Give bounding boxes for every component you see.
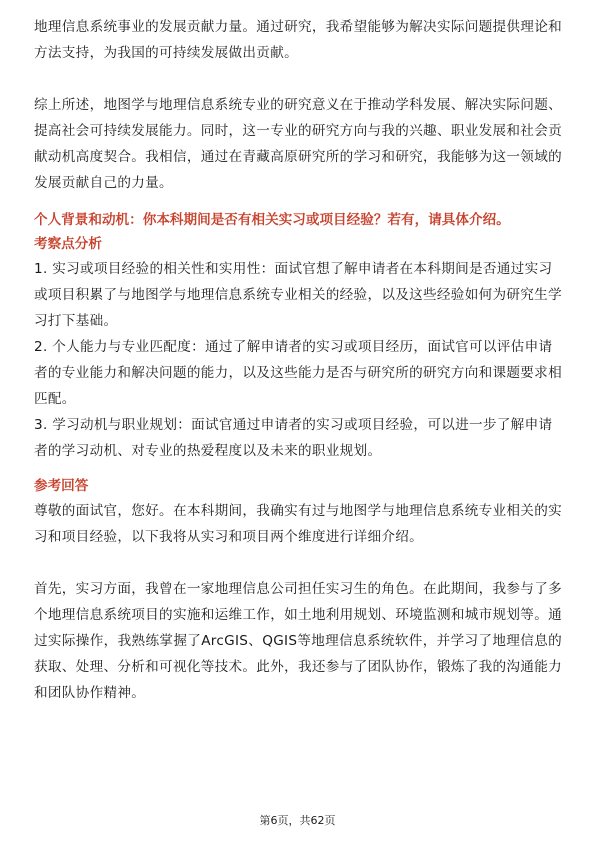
analysis-heading: 考察点分析 xyxy=(34,236,102,252)
answer-paragraph-1: 尊敬的面试官，您好。在本科期间，我确实有过与地图学与地理信息系统专业相关的实习和项目经验，以下我将从实习和项目两个维度进行详细介绍。 xyxy=(34,503,562,545)
analysis-point-1: 1. 实习或项目经验的相关性和实用性：面试官想了解申请者在本科期间是否通过实习或项目积累了与地图学与地理信息系统专业相关的经验，以及这些经验如何为研究生学习打下基础。 xyxy=(34,261,562,329)
page-number-footer: 第6页，共62页 xyxy=(259,814,336,827)
document-page xyxy=(34,14,562,706)
reference-answer-heading: 参考回答 xyxy=(34,478,89,494)
interview-question: 个人背景和动机：你本科期间是否有相关实习或项目经验？若有，请具体介绍。 xyxy=(34,212,510,228)
answer-paragraph-2: 首先，实习方面，我曾在一家地理信息公司担任实习生的角色。在此期间，我参与了多个地理信息系统项目的实施和运维工作，如土地利用规划、环境监测和城市规划等。通过实际操作，我熟练掌握了ArcGIS、QGIS等地理信息系统软件，并学习了地理信息的获取、处理、分析和可视化等技术。此外，我还参与了团队协作，锻炼了我的沟通能力和团队协作精神。 xyxy=(34,581,562,701)
spacer xyxy=(34,464,562,474)
paragraph-summary: 综上所述，地图学与地理信息系统专业的研究意义在于推动学科发展、解决实际问题、提高社会可持续发展能力。同时，这一专业的研究方向与我的兴趣、职业发展和社会贡献动机高度契合。我相信，通过在青藏高原研究所的学习和研究，我能够为这一领域的发展贡献自己的力量。 xyxy=(34,97,562,191)
spacer xyxy=(34,196,562,208)
analysis-point-2: 2. 个人能力与专业匹配度：通过了解申请者的实习或项目经历，面试官可以评估申请者的专业能力和解决问题的能力，以及这些能力是否与研究所的研究方向和课题要求相匹配。 xyxy=(34,339,562,407)
spacer xyxy=(34,66,562,92)
paragraph-intro-continuation: 地理信息系统事业的发展贡献力量。通过研究，我希望能够为解决实际问题提供理论和方法支持，为我国的可持续发展做出贡献。 xyxy=(34,19,562,61)
analysis-point-3: 3. 学习动机与职业规划：面试官通过申请者的实习或项目经验，可以进一步了解申请者的学习动机、对专业的热爱程度以及未来的职业规划。 xyxy=(34,417,553,459)
spacer xyxy=(34,550,562,576)
